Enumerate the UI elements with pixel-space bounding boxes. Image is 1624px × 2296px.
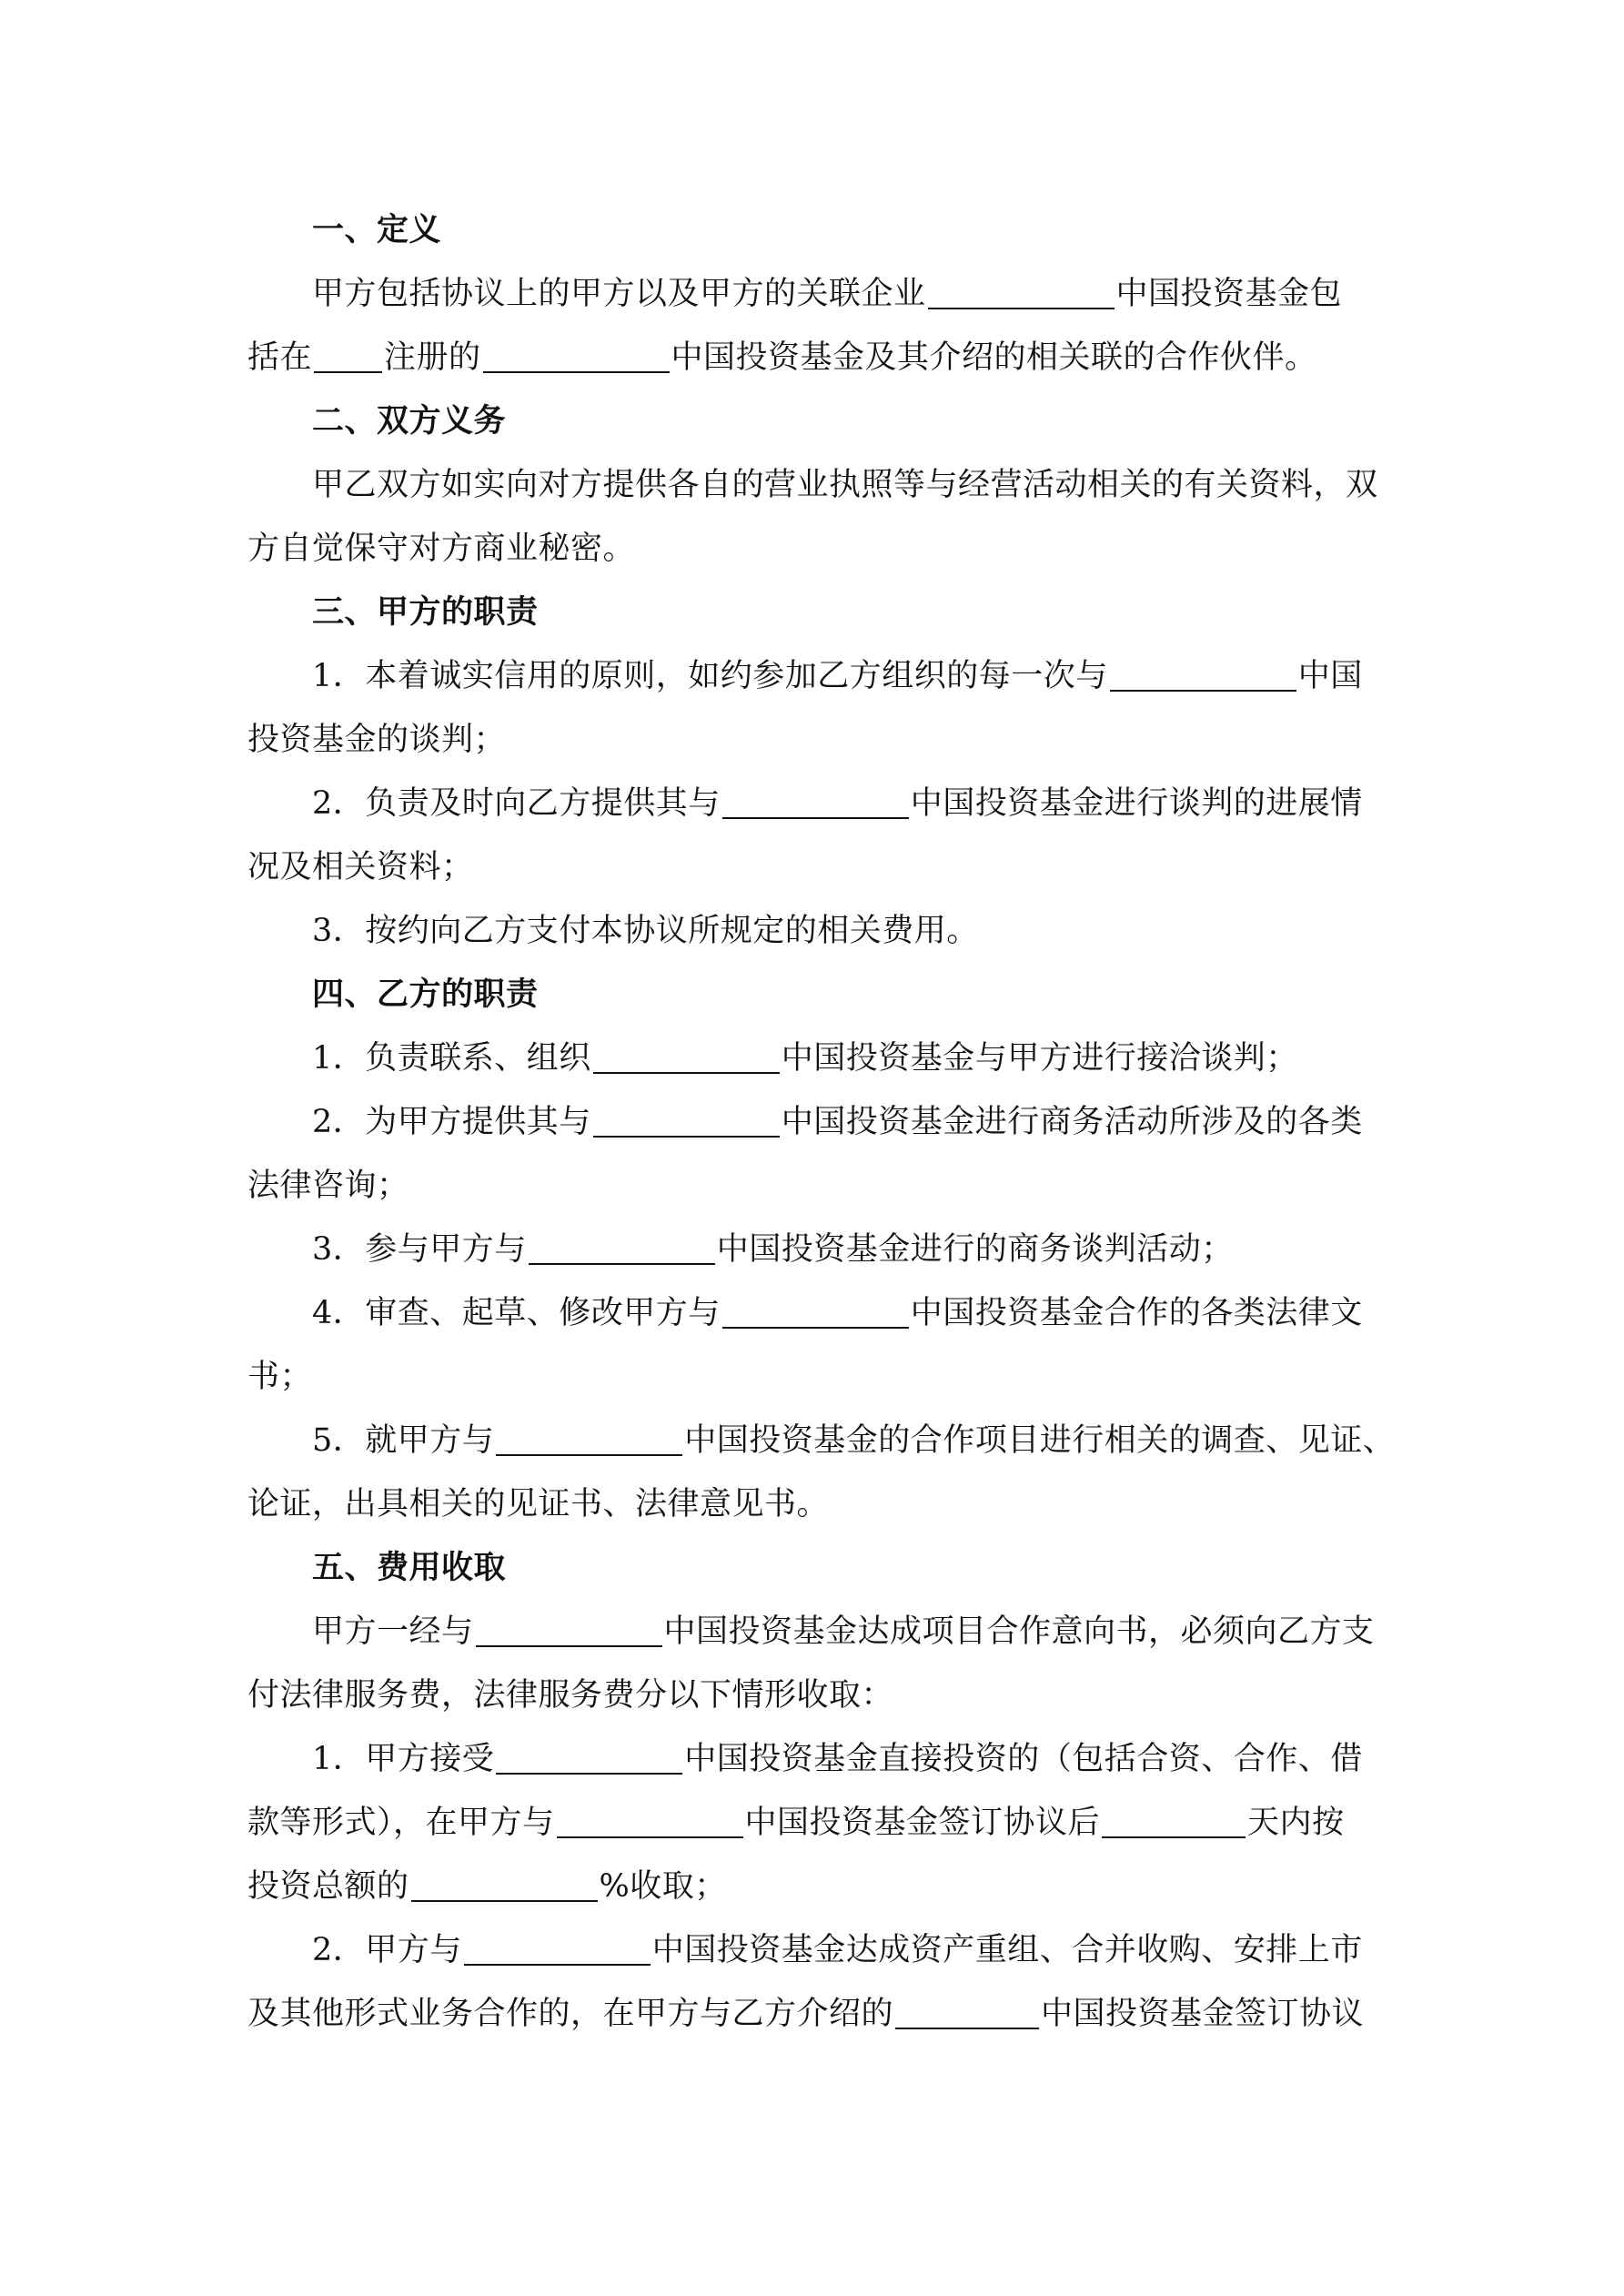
text-run: 投资总额的 (247, 1868, 409, 1905)
fill-blank[interactable] (464, 1962, 651, 1966)
list-item-line (312, 1034, 1395, 1083)
list-item-line (247, 1989, 1394, 2038)
fill-blank[interactable] (593, 1070, 780, 1074)
text-run: 中国 (1297, 658, 1363, 694)
fill-blank[interactable] (722, 1325, 909, 1329)
text-run: 中国投资基金及其介绍的相关联的合作伙伴。 (671, 339, 1317, 376)
text-run: 5．就甲方与 (312, 1422, 495, 1459)
heading-text: 三、甲方的职责 (312, 594, 539, 631)
list-item-line (312, 1225, 1395, 1274)
text-run: 天内按 (1247, 1805, 1345, 1841)
list-item-line (312, 1289, 1395, 1338)
paragraph-line (312, 460, 1395, 510)
fill-blank[interactable] (593, 1134, 780, 1138)
text-run: 况及相关资料； (247, 849, 474, 885)
text-run: 注册的 (384, 339, 481, 376)
paragraph-line (247, 333, 1394, 382)
fill-blank[interactable] (483, 369, 670, 373)
fill-blank[interactable] (496, 1771, 682, 1775)
paragraph-line (312, 269, 1395, 319)
list-item-line (312, 779, 1395, 828)
text-run: 付法律服务费，法律服务费分以下情形收取： (247, 1677, 894, 1714)
text-run: 法律咨询； (247, 1168, 409, 1204)
text-run: 3．参与甲方与 (312, 1231, 527, 1268)
fill-blank[interactable] (411, 1898, 598, 1902)
paragraph-line (247, 524, 1394, 573)
list-item-line (247, 1352, 1394, 1401)
text-run: 书； (247, 1359, 313, 1395)
text-run: 中国投资基金达成资产重组、合并收购、安排上市 (651, 1932, 1363, 1968)
heading-text: 二、双方义务 (312, 403, 507, 440)
text-run: 款等形式），在甲方与 (247, 1805, 555, 1841)
section-heading-obligations (312, 397, 1395, 446)
text-run: 中国投资基金签订协议后 (744, 1805, 1101, 1841)
fill-blank[interactable] (476, 1644, 662, 1647)
text-run: 中国投资基金合作的各类法律文 (910, 1295, 1363, 1331)
text-run: 括在 (247, 339, 313, 376)
text-run: 中国投资基金签订协议 (1041, 1996, 1365, 2032)
text-run: %收取； (599, 1868, 727, 1905)
fill-blank[interactable] (1110, 688, 1296, 692)
text-run: 2．甲方与 (312, 1932, 462, 1968)
text-run: 甲方包括协议上的甲方以及甲方的关联企业 (312, 276, 926, 312)
section-heading-definitions (312, 206, 1395, 255)
fill-blank[interactable] (496, 1452, 682, 1456)
list-item-line (312, 1926, 1395, 1975)
text-run: 中国投资基金进行谈判的进展情 (910, 785, 1363, 822)
text-run: 2．负责及时向乙方提供其与 (312, 785, 721, 822)
heading-text: 四、乙方的职责 (312, 976, 539, 1013)
text-run: 中国投资基金的合作项目进行相关的调查、见证、 (684, 1422, 1396, 1459)
section-heading-party-a-duties (312, 588, 1395, 637)
text-run: 4．审查、起草、修改甲方与 (312, 1295, 721, 1331)
text-run: 1．负责联系、组织 (312, 1040, 591, 1077)
paragraph-line (312, 1607, 1395, 1656)
list-item-line (312, 1735, 1395, 1784)
text-run: 中国投资基金与甲方进行接洽谈判； (781, 1040, 1298, 1077)
text-run: 中国投资基金进行的商务谈判活动； (716, 1231, 1234, 1268)
fill-blank[interactable] (557, 1835, 743, 1838)
text-run: 1．甲方接受 (312, 1741, 495, 1777)
section-heading-party-b-duties (312, 970, 1395, 1019)
list-item-line (312, 1416, 1395, 1465)
text-run: 中国投资基金直接投资的（包括合资、合作、借 (684, 1741, 1363, 1777)
fill-blank[interactable] (928, 306, 1115, 309)
list-item-line (247, 1161, 1394, 1210)
fill-blank[interactable] (722, 815, 909, 819)
text-run: 投资基金的谈判； (247, 722, 507, 758)
heading-text: 五、费用收取 (312, 1550, 507, 1586)
fill-blank[interactable] (1102, 1835, 1246, 1838)
text-run: 方自觉保守对方商业秘密。 (247, 531, 636, 567)
list-item-line (312, 906, 1395, 956)
paragraph-line (247, 1671, 1394, 1720)
fill-blank[interactable] (314, 369, 382, 373)
list-item-line (247, 1798, 1394, 1847)
text-run: 中国投资基金包 (1115, 276, 1343, 312)
list-item-line (312, 652, 1395, 701)
heading-text: 一、定义 (312, 212, 442, 248)
list-item-line (312, 1097, 1395, 1147)
text-run: 甲乙双方如实向对方提供各自的营业执照等与经营活动相关的有关资料，双 (312, 467, 1378, 503)
fill-blank[interactable] (529, 1261, 715, 1265)
text-run: 中国投资基金达成项目合作意向书，必须向乙方支 (663, 1613, 1375, 1650)
section-heading-fees (312, 1543, 1395, 1593)
list-item-line (247, 715, 1394, 764)
fill-blank[interactable] (895, 2026, 1039, 2029)
text-run: 论证，出具相关的见证书、法律意见书。 (247, 1486, 830, 1522)
list-item-line (247, 1862, 1394, 1911)
text-run: 3．按约向乙方支付本协议所规定的相关费用。 (312, 913, 979, 949)
text-run: 及其他形式业务合作的，在甲方与乙方介绍的 (247, 1996, 894, 2032)
text-run: 1．本着诚实信用的原则，如约参加乙方组织的每一次与 (312, 658, 1108, 694)
text-run: 甲方一经与 (312, 1613, 474, 1650)
text-run: 2．为甲方提供其与 (312, 1104, 591, 1140)
list-item-line (247, 1480, 1394, 1529)
list-item-line (247, 843, 1394, 892)
text-run: 中国投资基金进行商务活动所涉及的各类 (781, 1104, 1363, 1140)
